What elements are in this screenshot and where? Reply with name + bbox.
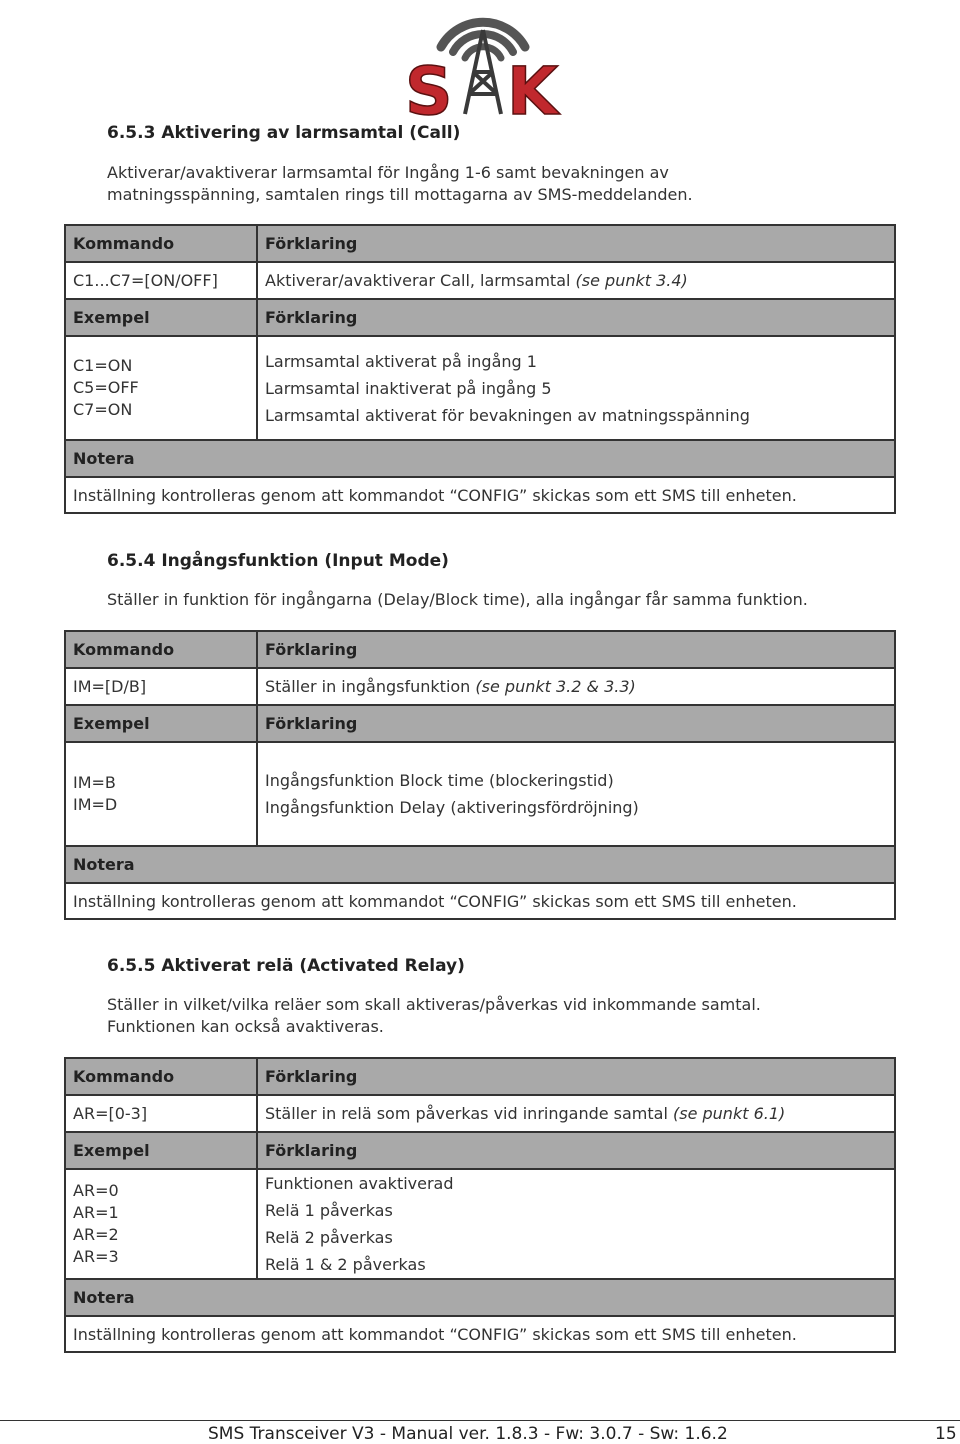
description-text: Ställer in ingångsfunktion <box>265 677 476 696</box>
header-cell: Förklaring <box>257 631 895 668</box>
section-intro <box>107 589 808 611</box>
example-item: IM=B <box>73 773 116 792</box>
examples-cell <box>65 742 257 846</box>
command-description <box>257 1095 895 1132</box>
explanation-item: Larmsamtal inaktiverat på ingång 5 <box>265 378 552 398</box>
note-text: Inställning kontrolleras genom att kommandot “CONFIG” skickas som ett SMS till enheten. <box>65 883 895 919</box>
explanation-item: Larmsamtal aktiverat för bevakningen av matningsspänning <box>265 405 750 425</box>
header-cell: Kommando <box>65 1058 257 1095</box>
section-heading: 6.5.3 Aktivering av larmsamtal (Call) <box>107 123 461 143</box>
example-item: AR=2 <box>73 1225 119 1244</box>
reference-text: (se punkt 3.2 & 3.3) <box>475 677 636 696</box>
example-item: AR=1 <box>73 1203 119 1222</box>
footer-divider <box>0 1420 960 1421</box>
command-cell: C1...C7=[ON/OFF] <box>65 262 257 299</box>
explanation-item: Funktionen avaktiverad <box>265 1174 454 1193</box>
intro-line: Funktionen kan också avaktiveras. <box>107 1017 384 1036</box>
explanations-cell <box>257 336 895 440</box>
note-label: Notera <box>65 846 895 883</box>
command-cell: AR=[0-3] <box>65 1095 257 1132</box>
note-label: Notera <box>65 1279 895 1316</box>
section-heading: 6.5.4 Ingångsfunktion (Input Mode) <box>107 551 449 571</box>
header-cell: Förklaring <box>257 299 895 336</box>
reference-text: (se punkt 6.1) <box>673 1104 786 1123</box>
section-intro <box>107 162 693 206</box>
header-cell: Exempel <box>65 705 257 742</box>
header-cell: Kommando <box>65 631 257 668</box>
explanations-cell <box>257 742 895 846</box>
intro-line: Ställer in vilket/vilka reläer som skall aktiveras/påverkas vid inkommande samtal. <box>107 995 761 1014</box>
example-item: IM=D <box>73 795 118 814</box>
note-text: Inställning kontrolleras genom att kommandot “CONFIG” skickas som ett SMS till enheten. <box>65 1316 895 1352</box>
explanation-item: Ingångsfunktion Delay (aktiveringsfördröjning) <box>265 798 639 817</box>
example-item: AR=3 <box>73 1247 119 1266</box>
examples-cell <box>65 1169 257 1279</box>
header-cell: Förklaring <box>257 705 895 742</box>
header-cell: Exempel <box>65 299 257 336</box>
example-item: C7=ON <box>73 400 133 419</box>
section-intro <box>107 994 761 1038</box>
description-text: Aktiverar/avaktiverar Call, larmsamtal <box>265 271 576 290</box>
examples-cell <box>65 336 257 440</box>
header-cell: Förklaring <box>257 1058 895 1095</box>
command-description <box>257 668 895 705</box>
reference-text: (se punkt 3.4) <box>575 271 688 290</box>
page-number: 15 <box>935 1424 957 1444</box>
explanation-item: Relä 1 påverkas <box>265 1201 393 1220</box>
example-item: AR=0 <box>73 1181 119 1200</box>
slk-logo <box>403 2 563 122</box>
intro-line: matningsspänning, samtalen rings till mottagarna av SMS-meddelanden. <box>107 185 693 204</box>
header-cell: Exempel <box>65 1132 257 1169</box>
command-table <box>64 1057 896 1353</box>
header-cell: Förklaring <box>257 1132 895 1169</box>
svg-text:S: S <box>405 53 453 122</box>
note-text: Inställning kontrolleras genom att kommandot “CONFIG” skickas som ett SMS till enheten. <box>65 477 895 513</box>
command-table <box>64 630 896 920</box>
description-text: Ställer in relä som påverkas vid inringande samtal <box>265 1104 673 1123</box>
command-table <box>64 224 896 514</box>
header-cell: Kommando <box>65 225 257 262</box>
example-item: C5=OFF <box>73 378 139 397</box>
intro-line: Aktiverar/avaktiverar larmsamtal för Ingång 1-6 samt bevakningen av <box>107 163 669 182</box>
explanations-cell <box>257 1169 895 1279</box>
footer-text: SMS Transceiver V3 - Manual ver. 1.8.3 - Fw: 3.0.7 - Sw: 1.6.2 <box>208 1424 728 1444</box>
note-label: Notera <box>65 440 895 477</box>
explanation-item: Larmsamtal aktiverat på ingång 1 <box>265 351 537 371</box>
section-heading: 6.5.5 Aktiverat relä (Activated Relay) <box>107 956 465 976</box>
intro-line: Ställer in funktion för ingångarna (Delay/Block time), alla ingångar får samma funktion. <box>107 590 808 609</box>
explanation-item: Relä 1 & 2 påverkas <box>265 1255 426 1274</box>
svg-text:K: K <box>507 53 559 122</box>
explanation-item: Relä 2 påverkas <box>265 1228 393 1247</box>
explanation-item: Ingångsfunktion Block time (blockeringstid) <box>265 771 614 790</box>
command-cell: IM=[D/B] <box>65 668 257 705</box>
header-cell: Förklaring <box>257 225 895 262</box>
command-description <box>257 262 895 299</box>
example-item: C1=ON <box>73 356 133 375</box>
